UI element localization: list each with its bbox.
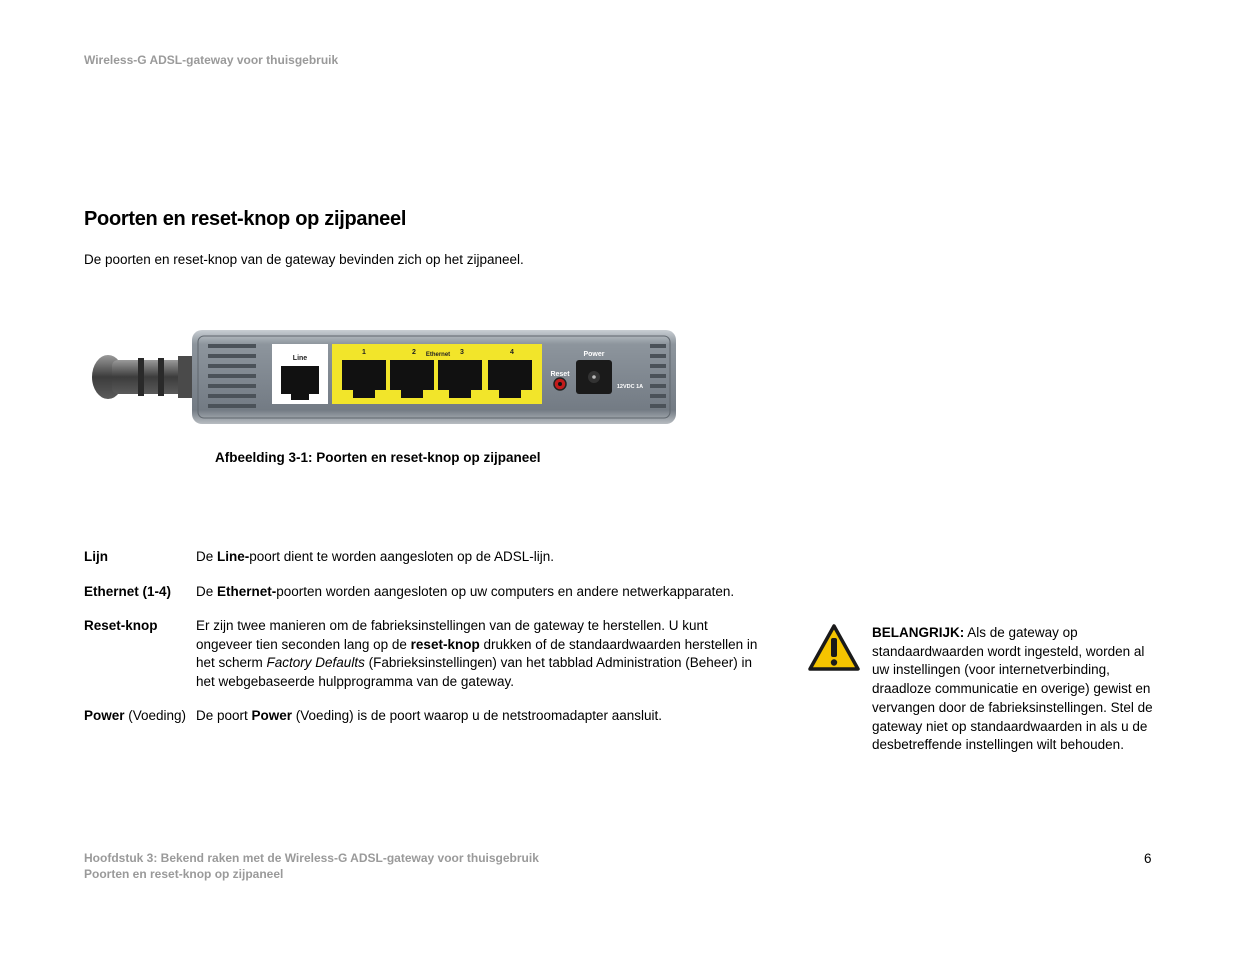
term-description: De Ethernet-poorten worden aangesloten op uw computers en andere netwerkapparaten.	[196, 583, 735, 599]
term-label: Lijn	[84, 549, 108, 564]
router-side-panel-figure	[88, 322, 678, 432]
definition-row	[84, 617, 764, 691]
line-port-label: Line	[292, 355, 308, 362]
ethernet-port-3-label: 3	[460, 349, 464, 356]
definition-row	[84, 583, 764, 602]
page-number: 6	[1144, 851, 1152, 866]
term-label: Power (Voeding)	[84, 708, 187, 723]
port-definitions	[84, 548, 764, 742]
definition-row	[84, 707, 764, 726]
footer-chapter: Hoofdstuk 3: Bekend raken met de Wireless-G ADSL-gateway voor thuisgebruik	[84, 851, 539, 865]
note-text: BELANGRIJK: Als de gateway op standaardwaarden wordt ingesteld, worden al uw instellingen (voor internetverbinding, draadloze communicatie en overige) gewist en vervangen door de fabrieksinstellingen. Stel de gateway niet op standaardwaarden in als u de desbetreffende instellingen wilt behouden.	[872, 625, 1153, 753]
term-label: Ethernet (1-4)	[84, 583, 172, 599]
footer-section: Poorten en reset-knop op zijpaneel	[84, 867, 284, 881]
section-intro: De poorten en reset-knop van de gateway bevinden zich op het zijpaneel.	[84, 252, 524, 267]
antenna	[92, 355, 196, 399]
power-label: Power	[583, 351, 605, 358]
power-rating-label: 12VDC 1A	[616, 384, 644, 390]
warning-icon	[808, 624, 860, 672]
term-label: Reset-knop	[84, 618, 158, 633]
important-note	[808, 624, 1168, 755]
ethernet-label: Ethernet	[425, 352, 451, 358]
term-description: Er zijn twee manieren om de fabrieksinstellingen van de gateway te herstellen. U kunt ongeveer tien seconden lang op de reset-knop drukken of de standaardwaarden herstellen in het scherm Factory Defaults (Fabrieksinstellingen) van het tabblad Administration (Beheer) in het webgebaseerde hulpprogramma van de gateway.	[196, 618, 758, 689]
reset-label: Reset	[550, 371, 570, 378]
section-title: Poorten en reset-knop op zijpaneel	[84, 208, 407, 230]
running-header: Wireless-G ADSL-gateway voor thuisgebruik	[84, 53, 339, 67]
ethernet-port-4-label: 4	[510, 349, 514, 356]
figure-caption: Afbeelding 3-1: Poorten en reset-knop op zijpaneel	[215, 450, 541, 465]
ethernet-port-2-label: 2	[412, 349, 416, 356]
term-description: De Line-poort dient te worden aangesloten op de ADSL-lijn.	[196, 549, 554, 564]
term-description: De poort Power (Voeding) is de poort waarop u de netstroomadapter aansluit.	[196, 708, 663, 723]
page-footer	[84, 850, 539, 882]
ethernet-port-1-label: 1	[362, 349, 366, 356]
definition-row	[84, 548, 764, 567]
